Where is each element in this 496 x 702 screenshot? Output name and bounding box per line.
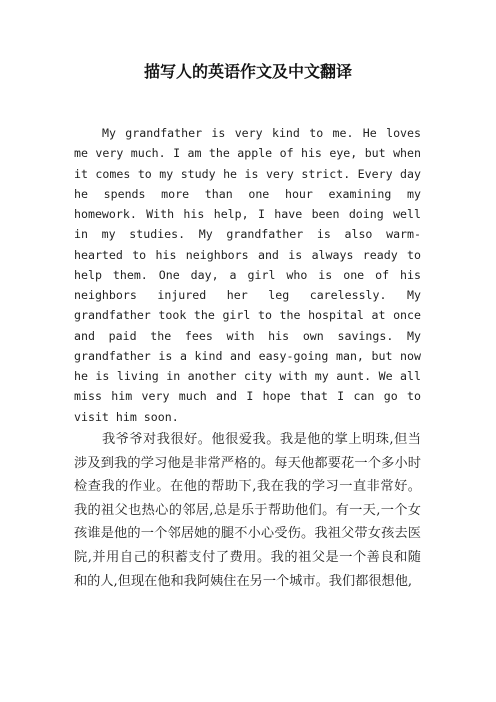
english-essay-paragraph: My grandfather is very kind to me. He loves me very much. I am the apple of his eye, but when it comes to my study he is very strict. Every day he spends more than one hour examining my homework. With his help, I have been doing well in my studies. My grandfather is also warm-hearted to his neighbors and is always ready to help them. One day, a girl who is one of his neighbors injured her leg carelessly. My grandfather took the girl to the hospital at once and paid the fees with his own savings. My grandfather is a kind and easy-going man, but now he is living in another city with my aunt. We all miss him very much and I hope that I can go to visit him soon. <box>74 126 421 424</box>
chinese-translation-paragraph: 我爷爷对我很好。他很爱我。我是他的掌上明珠,但当涉及到我的学习他是非常严格的。每天他都要花一个多小时检查我的作业。在他的帮助下,我在我的学习一直非常好。我的祖父也热心的邻居,总是乐于帮助他们。有一天,一个女孩谁是他的一个邻居她的腿不小心受伤。我祖父带女孩去医院,并用自己的积蓄支付了费用。我的祖父是一个善良和随和的人,但现在他和我阿姨住在另一个城市。我们都很想他, <box>74 432 421 589</box>
document-title: 描写人的英语作文及中文翻译 <box>143 62 352 81</box>
